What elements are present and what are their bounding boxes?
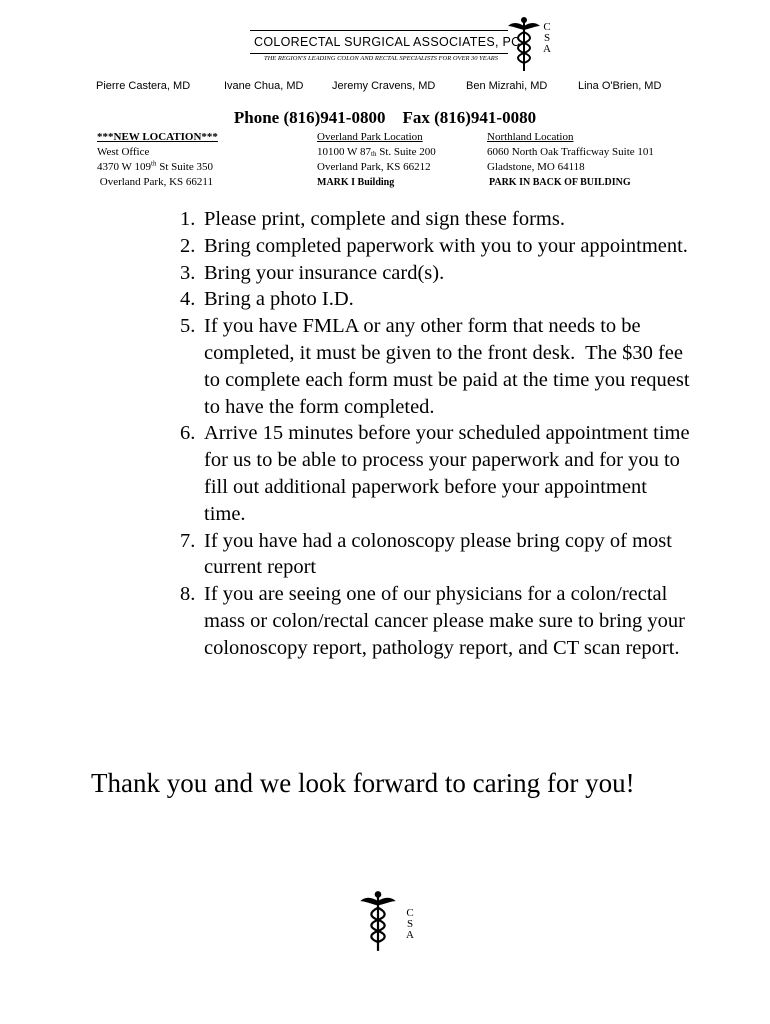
physician-name: Ben Mizrahi, MD <box>466 80 548 92</box>
physician-name: Pierre Castera, MD <box>96 80 191 92</box>
location-street: 4370 W 109th St Suite 350 <box>97 159 213 173</box>
instructions-list <box>180 206 695 662</box>
location-heading: ***NEW LOCATION*** <box>97 131 218 143</box>
location-city: Overland Park, KS 66212 <box>317 161 431 173</box>
location-street: 6060 North Oak Trafficway Suite 101 <box>487 146 654 158</box>
list-item: 5. If you have FMLA or any other form that needs to be completed, it must be given to the front desk. The $30 fee to complete each form must be paid at the time you request to have the form completed. <box>180 315 695 418</box>
list-item: 7. If you have had a colonoscopy please bring copy of most current report <box>180 529 672 579</box>
logo-letters: C S A <box>543 21 551 55</box>
brand-tagline: THE REGION'S LEADING COLON AND RECTAL SPECIALISTS FOR OVER 30 YEARS <box>264 55 498 62</box>
location-west <box>97 130 218 190</box>
list-item: 6. Arrive 15 minutes before your scheduled appointment time for us to be able to process your paperwork and for you to fill out additional paperwork before your appointment time. <box>180 422 690 525</box>
list-item: 1. Please print, complete and sign these forms. <box>180 208 565 230</box>
location-note: MARK I Building <box>317 177 395 188</box>
logo-letters: C S A <box>406 907 414 941</box>
list-item: 4. Bring a photo I.D. <box>180 288 354 311</box>
location-name: West Office <box>97 146 150 158</box>
location-note: PARK IN BACK OF BUILDING <box>489 177 631 188</box>
location-heading: Overland Park Location <box>317 131 423 143</box>
physician-name: Jeremy Cravens, MD <box>332 80 436 92</box>
phone-fax: Phone (816)941-0800 Fax (816)941-0080 <box>233 108 537 127</box>
location-heading: Northland Location <box>487 131 574 143</box>
location-city: Gladstone, MO 64118 <box>487 161 585 173</box>
closing-message: Thank you and we look forward to caring for you! <box>91 768 635 798</box>
brand-name: COLORECTAL SURGICAL ASSOCIATES, PC <box>254 35 521 49</box>
brand-rule-top <box>250 30 508 31</box>
physician-name: Lina O'Brien, MD <box>578 80 662 92</box>
brand-rule-bottom <box>250 53 508 54</box>
location-city: Overland Park, KS 66211 <box>97 176 213 188</box>
physician-name: Ivane Chua, MD <box>224 80 304 92</box>
list-item: 8. If you are seeing one of our physicians for a colon/rectal mass or colon/rectal cancer please make sure to bring your colonoscopy report, pathology report, and CT scan report. <box>180 583 685 659</box>
caduceus-icon <box>508 16 540 72</box>
location-street: 10100 W 87th St. Suite 200 <box>317 146 436 158</box>
location-northland <box>487 130 654 190</box>
list-item: 2. Bring completed paperwork with you to your appointment. <box>180 234 688 257</box>
list-item: 3. Bring your insurance card(s). <box>180 261 445 284</box>
location-overland-park <box>317 130 436 190</box>
caduceus-icon <box>360 890 396 952</box>
